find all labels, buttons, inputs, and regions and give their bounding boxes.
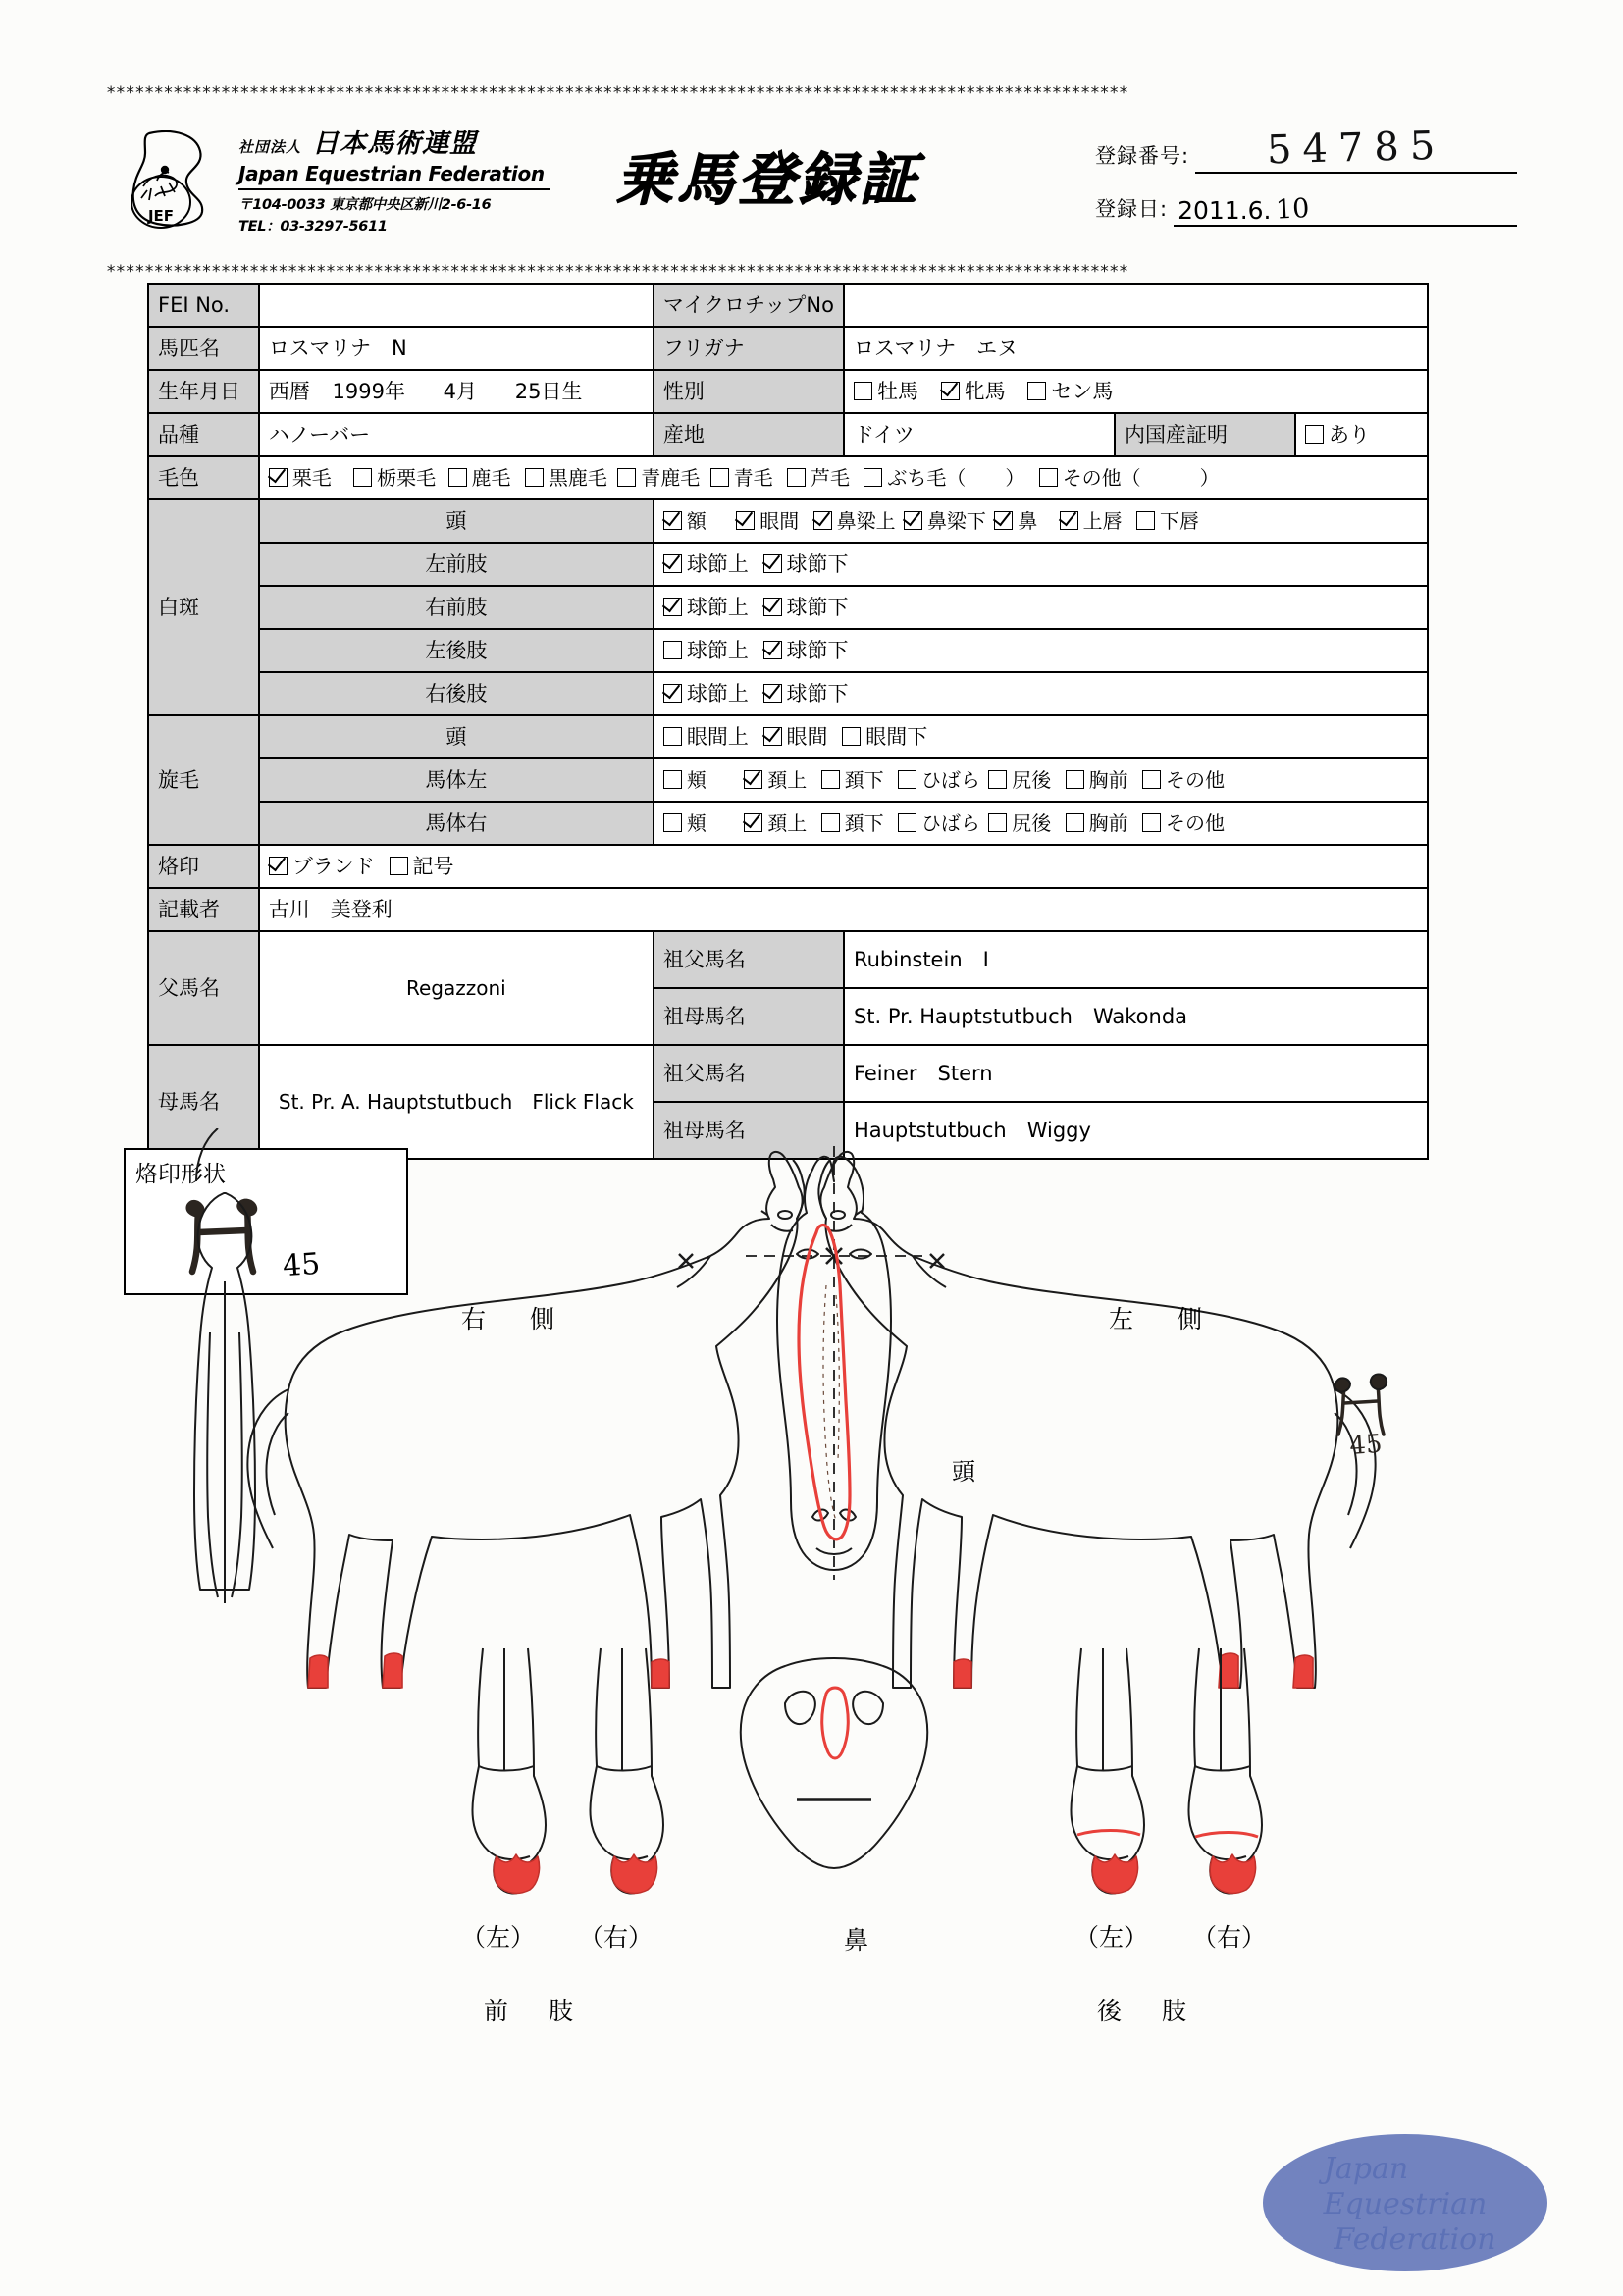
org-address: 〒104-0033 東京都中央区新川2-6-16: [238, 197, 492, 213]
registration-number-field[interactable]: [1195, 123, 1517, 174]
table-row-coat: [148, 456, 1428, 499]
granddam-label-maternal: 祖母馬名: [654, 1102, 844, 1159]
table-row-whorl-head: [148, 715, 1428, 758]
dam-label: 母馬名: [148, 1045, 259, 1159]
whorl-body-0-label-4: 尻後: [1012, 767, 1052, 792]
coat-checkbox-5[interactable]: [710, 468, 729, 487]
registration-number-row: [1095, 123, 1517, 174]
birth-era: 西暦: [268, 379, 310, 403]
sex-label-2: セン馬: [1051, 379, 1114, 403]
white-limb-3-checkbox-0[interactable]: [663, 684, 682, 703]
whorl-body-1-checkbox-3[interactable]: [898, 813, 916, 832]
birth-value[interactable]: [259, 370, 654, 413]
front-limb-left-label: （左）: [461, 1923, 536, 1952]
whorl-body-1-label-0: 頬: [686, 810, 707, 835]
whorl-body-0-checkbox-0[interactable]: [663, 770, 682, 789]
whorl-body-1-checkbox-0[interactable]: [663, 813, 682, 832]
registration-date-day: 10: [1274, 193, 1310, 226]
white-head-options[interactable]: [654, 499, 1428, 543]
white-head-label-2: 鼻梁上: [836, 508, 896, 533]
table-row-sire-sire: [148, 931, 1428, 988]
coat-checkbox-7[interactable]: [864, 468, 882, 487]
registration-date-field[interactable]: [1174, 191, 1517, 227]
horse-name-value[interactable]: ロスマリナ N: [259, 327, 654, 370]
brand-checkbox-1[interactable]: [390, 857, 408, 875]
stamp-line-2: Equestrian: [1323, 2187, 1488, 2221]
whorl-body-0-label-5: 胸前: [1088, 767, 1128, 792]
whorl-body-1-label-4: 尻後: [1012, 810, 1052, 835]
whorl-head-options[interactable]: [654, 715, 1428, 758]
coat-label-4: 青鹿毛: [641, 465, 701, 490]
microchip-value[interactable]: [844, 284, 1428, 327]
coat-label-0: 栗毛: [291, 465, 332, 490]
brand-label-1: 記号: [412, 854, 454, 878]
official-stamp: [1258, 2127, 1552, 2279]
white-limb-3-label-0: 球節上: [686, 681, 749, 705]
horse-right-side: [247, 1152, 804, 1688]
white-limb-0-checkbox-1[interactable]: [763, 554, 782, 573]
registration-info: [1095, 123, 1517, 244]
whorl-label: 旋毛: [148, 715, 259, 845]
federation-identity: [238, 122, 621, 235]
sex-checkbox-0[interactable]: [854, 382, 872, 400]
table-row-recorder: [148, 888, 1428, 931]
table-row-whorl-body-1: [148, 802, 1428, 845]
brand-label: 烙印: [148, 845, 259, 888]
head-label: 頭: [952, 1458, 981, 1486]
white-head-label-4: 鼻: [1018, 508, 1038, 533]
table-row-breed: [148, 413, 1428, 456]
furigana-value[interactable]: ロスマリナ エヌ: [844, 327, 1428, 370]
whorl-body-1-checkbox-2[interactable]: [821, 813, 840, 832]
table-row-white-limb-0: [148, 543, 1428, 586]
registration-date-label: 登録日:: [1095, 197, 1169, 221]
coat-checkbox-3[interactable]: [525, 468, 544, 487]
white-head-checkbox-2[interactable]: [813, 511, 832, 530]
grandsire-label-maternal: 祖父馬名: [654, 1045, 844, 1102]
horse-tail-rear-view: [194, 1128, 255, 1603]
header-rule: [238, 188, 550, 190]
coat-label-1: 栃栗毛: [377, 465, 437, 490]
birth-month: 4月: [443, 379, 478, 403]
birth-day: 25日生: [514, 379, 583, 403]
sex-checkbox-1[interactable]: [941, 382, 960, 400]
sex-options[interactable]: [844, 370, 1428, 413]
table-row-whorl-body-0: [148, 758, 1428, 802]
table-row-birth: [148, 370, 1428, 413]
coat-label: 毛色: [148, 456, 259, 499]
white-limb-0-checkbox-0[interactable]: [663, 554, 682, 573]
whorl-body-0-label-1: 頚上: [767, 767, 808, 792]
front-limb-label: 前 肢: [484, 1997, 582, 2025]
brand-label-0: ブランド: [291, 854, 375, 878]
white-limb-options-1[interactable]: [654, 586, 1428, 629]
whorl-body-1-label-6: その他: [1166, 810, 1226, 835]
coat-checkbox-8[interactable]: [1039, 468, 1058, 487]
whorl-body-1-checkbox-4[interactable]: [988, 813, 1007, 832]
white-head-label: 頭: [259, 499, 654, 543]
org-name-en: Japan Equestrian Federation: [238, 162, 545, 185]
whorl-body-1-checkbox-1[interactable]: [744, 813, 762, 832]
white-head-label-1: 眼間: [759, 508, 800, 533]
white-limb-options-3[interactable]: [654, 672, 1428, 715]
whorl-body-1-label-2: 頚下: [844, 810, 884, 835]
whorl-head-checkbox-2[interactable]: [842, 727, 861, 746]
stamp-line-1: Japan: [1323, 2152, 1409, 2186]
origin-value[interactable]: ドイツ: [844, 413, 1115, 456]
white-limb-1-label-1: 球節下: [786, 595, 849, 619]
dam-dam-value[interactable]: Hauptstutbuch Wiggy: [844, 1102, 1428, 1159]
hind-limb-left-label: （左）: [1074, 1923, 1149, 1952]
whorl-body-1-checkbox-5[interactable]: [1066, 813, 1084, 832]
whorl-body-0-checkbox-2[interactable]: [821, 770, 840, 789]
birth-year: 1999年: [332, 379, 405, 403]
white-limb-2-checkbox-1[interactable]: [763, 641, 782, 659]
sire-dam-value[interactable]: St. Pr. Hauptstutbuch Wakonda: [844, 988, 1428, 1045]
breed-label: 品種: [148, 413, 259, 456]
white-markings-label: 白斑: [148, 499, 259, 715]
coat-checkbox-1[interactable]: [353, 468, 372, 487]
org-telephone: TEL：03-3297-5611: [238, 219, 388, 235]
whorl-body-0-checkbox-4[interactable]: [988, 770, 1007, 789]
registration-number-value: 54785: [1266, 123, 1446, 174]
whorl-body-0-label-2: 頚下: [844, 767, 884, 792]
brand-mark-number-on-horse: 45: [1348, 1429, 1384, 1461]
brand-shape-caption: 烙印形状: [135, 1162, 226, 1187]
nose-label: 鼻: [844, 1926, 869, 1955]
sex-label-1: 牝馬: [964, 379, 1006, 403]
whorl-body-0-checkbox-6[interactable]: [1142, 770, 1161, 789]
white-head-checkbox-1[interactable]: [736, 511, 755, 530]
domestic-cert-label: 内国産証明: [1115, 413, 1295, 456]
table-row-dam-sire: [148, 1045, 1428, 1102]
org-prefix: 社団法人: [238, 138, 302, 156]
horse-details-table: [147, 283, 1429, 1160]
whorl-body-1-label-5: 胸前: [1088, 810, 1128, 835]
table-row-fei: [148, 284, 1428, 327]
white-limb-label-2: 左後肢: [259, 629, 654, 672]
horse-name-label: 馬匹名: [148, 327, 259, 370]
domestic-cert-checkbox[interactable]: [1305, 425, 1324, 444]
table-row-brand: [148, 845, 1428, 888]
whorl-body-1-checkbox-6[interactable]: [1142, 813, 1161, 832]
white-head-label-0: 額: [686, 508, 707, 533]
whorl-head-label-1: 眼間: [786, 724, 828, 749]
white-limb-0-label-0: 球節上: [686, 551, 749, 576]
registration-number-label: 登録番号:: [1095, 144, 1190, 168]
org-name-ja: 日本馬術連盟: [312, 129, 478, 159]
white-head-label-5: 上唇: [1082, 508, 1123, 533]
sex-label: 性別: [654, 370, 844, 413]
coat-checkbox-6[interactable]: [787, 468, 806, 487]
white-limb-options-0[interactable]: [654, 543, 1428, 586]
coat-label-6: 芦毛: [810, 465, 850, 490]
hind-limb-right-label: （右）: [1192, 1923, 1267, 1952]
white-limb-3-label-1: 球節下: [786, 681, 849, 705]
recorder-label: 記載者: [148, 888, 259, 931]
sire-label: 父馬名: [148, 931, 259, 1045]
hind-limb-label: 後 肢: [1097, 1997, 1195, 2025]
white-limb-label-3: 右後肢: [259, 672, 654, 715]
furigana-label: フリガナ: [654, 327, 844, 370]
white-limb-2-label-1: 球節下: [786, 638, 849, 662]
white-head-checkbox-0[interactable]: [663, 511, 682, 530]
whorl-body-0-checkbox-1[interactable]: [744, 770, 762, 789]
whorl-body-options-0[interactable]: [654, 758, 1428, 802]
svg-text:JEF: JEF: [147, 207, 175, 225]
recorder-value[interactable]: 古川 美登利: [259, 888, 1428, 931]
white-limb-1-checkbox-1[interactable]: [763, 598, 782, 616]
whorl-body-0-label-6: その他: [1166, 767, 1226, 792]
sex-checkbox-2[interactable]: [1027, 382, 1046, 400]
coat-options[interactable]: [259, 456, 1428, 499]
coat-label-8: その他（ ）: [1062, 465, 1220, 490]
white-limb-label-1: 右前肢: [259, 586, 654, 629]
white-head-label-6: 下唇: [1160, 508, 1200, 533]
whorl-body-0-label-0: 頬: [686, 767, 707, 792]
whorl-body-1-label-3: ひばら: [920, 810, 980, 835]
table-row-white-limb-2: [148, 629, 1428, 672]
table-row-white-limb-1: [148, 586, 1428, 629]
dam-value[interactable]: St. Pr. A. Hauptstutbuch Flick Flack: [259, 1045, 654, 1159]
horse-left-side: [818, 1152, 1375, 1688]
birth-label: 生年月日: [148, 370, 259, 413]
coat-label-2: 鹿毛: [471, 465, 511, 490]
muzzle-view: [741, 1658, 928, 1868]
white-head-checkbox-5[interactable]: [1060, 511, 1078, 530]
page-title: 乗馬登録証: [616, 146, 921, 213]
granddam-label-paternal: 祖母馬名: [654, 988, 844, 1045]
table-row-horse-name: [148, 327, 1428, 370]
whorl-head-label-2: 眼間下: [865, 724, 928, 749]
coat-checkbox-0[interactable]: [269, 468, 288, 487]
brand-options[interactable]: [259, 845, 1428, 888]
white-limb-label-0: 左前肢: [259, 543, 654, 586]
white-limb-2-label-0: 球節上: [686, 638, 749, 662]
whorl-body-0-checkbox-3[interactable]: [898, 770, 916, 789]
brand-checkbox-0[interactable]: [269, 857, 288, 875]
breed-value[interactable]: ハノーバー: [259, 413, 654, 456]
whorl-head-checkbox-1[interactable]: [763, 727, 782, 746]
whorl-head-label: 頭: [259, 715, 654, 758]
white-limb-0-label-1: 球節下: [786, 551, 849, 576]
white-limb-options-2[interactable]: [654, 629, 1428, 672]
white-head-checkbox-6[interactable]: [1136, 511, 1155, 530]
document-header: [106, 116, 1519, 253]
right-side-label: 右 側: [461, 1305, 565, 1333]
star-divider-top: ***********************************************************************************************************: [106, 84, 1128, 102]
coat-checkbox-2[interactable]: [448, 468, 467, 487]
jef-logo-icon: [116, 126, 226, 232]
stamp-line-3: Federation: [1334, 2222, 1496, 2257]
whorl-body-0-label-3: ひばら: [920, 767, 980, 792]
domestic-cert-option[interactable]: [1295, 413, 1428, 456]
domestic-cert-text: あり: [1328, 422, 1370, 446]
whorl-body-label-0: 馬体左: [259, 758, 654, 802]
fei-no-label: FEI No.: [148, 284, 259, 327]
whorl-head-label-0: 眼間上: [686, 724, 749, 749]
grandsire-label-paternal: 祖父馬名: [654, 931, 844, 988]
brand-number: 45: [281, 1246, 322, 1284]
white-head-checkbox-3[interactable]: [904, 511, 922, 530]
origin-label: 産地: [654, 413, 844, 456]
horse-diagram: [0, 1128, 1623, 2227]
fei-no-value[interactable]: [259, 284, 654, 327]
white-limb-1-label-0: 球節上: [686, 595, 749, 619]
table-row-white-limb-3: [148, 672, 1428, 715]
white-head-checkbox-4[interactable]: [994, 511, 1013, 530]
coat-label-5: 青毛: [733, 465, 773, 490]
microchip-label: マイクロチップNo: [654, 284, 844, 327]
whorl-body-0-checkbox-5[interactable]: [1066, 770, 1084, 789]
white-limb-1-checkbox-0[interactable]: [663, 598, 682, 616]
sex-label-0: 牡馬: [876, 379, 918, 403]
white-head-label-3: 鼻梁下: [926, 508, 986, 533]
front-limb-right-label: （右）: [579, 1923, 654, 1952]
sire-sire-value[interactable]: Rubinstein Ⅰ: [844, 931, 1428, 988]
white-limb-3-checkbox-1[interactable]: [763, 684, 782, 703]
whorl-body-1-label-1: 頚上: [767, 810, 808, 835]
star-divider-bottom: ***********************************************************************************************************: [106, 263, 1128, 281]
sire-value[interactable]: Regazzoni: [259, 931, 654, 1045]
registration-date-row: [1095, 191, 1517, 227]
dam-sire-value[interactable]: Feiner Stern: [844, 1045, 1428, 1102]
coat-label-7: ぶち毛（ ）: [887, 465, 1025, 490]
horse-anatomy-svg: [0, 1128, 1623, 2227]
coat-label-3: 黒鹿毛: [548, 465, 607, 490]
whorl-body-label-1: 馬体右: [259, 802, 654, 845]
table-row-white-head: [148, 499, 1428, 543]
coat-checkbox-4[interactable]: [617, 468, 636, 487]
left-side-label: 左 側: [1109, 1305, 1213, 1333]
registration-date-value: 2011.6.: [1178, 196, 1272, 225]
whorl-head-checkbox-0[interactable]: [663, 727, 682, 746]
white-limb-2-checkbox-0[interactable]: [663, 641, 682, 659]
whorl-body-options-1[interactable]: [654, 802, 1428, 845]
